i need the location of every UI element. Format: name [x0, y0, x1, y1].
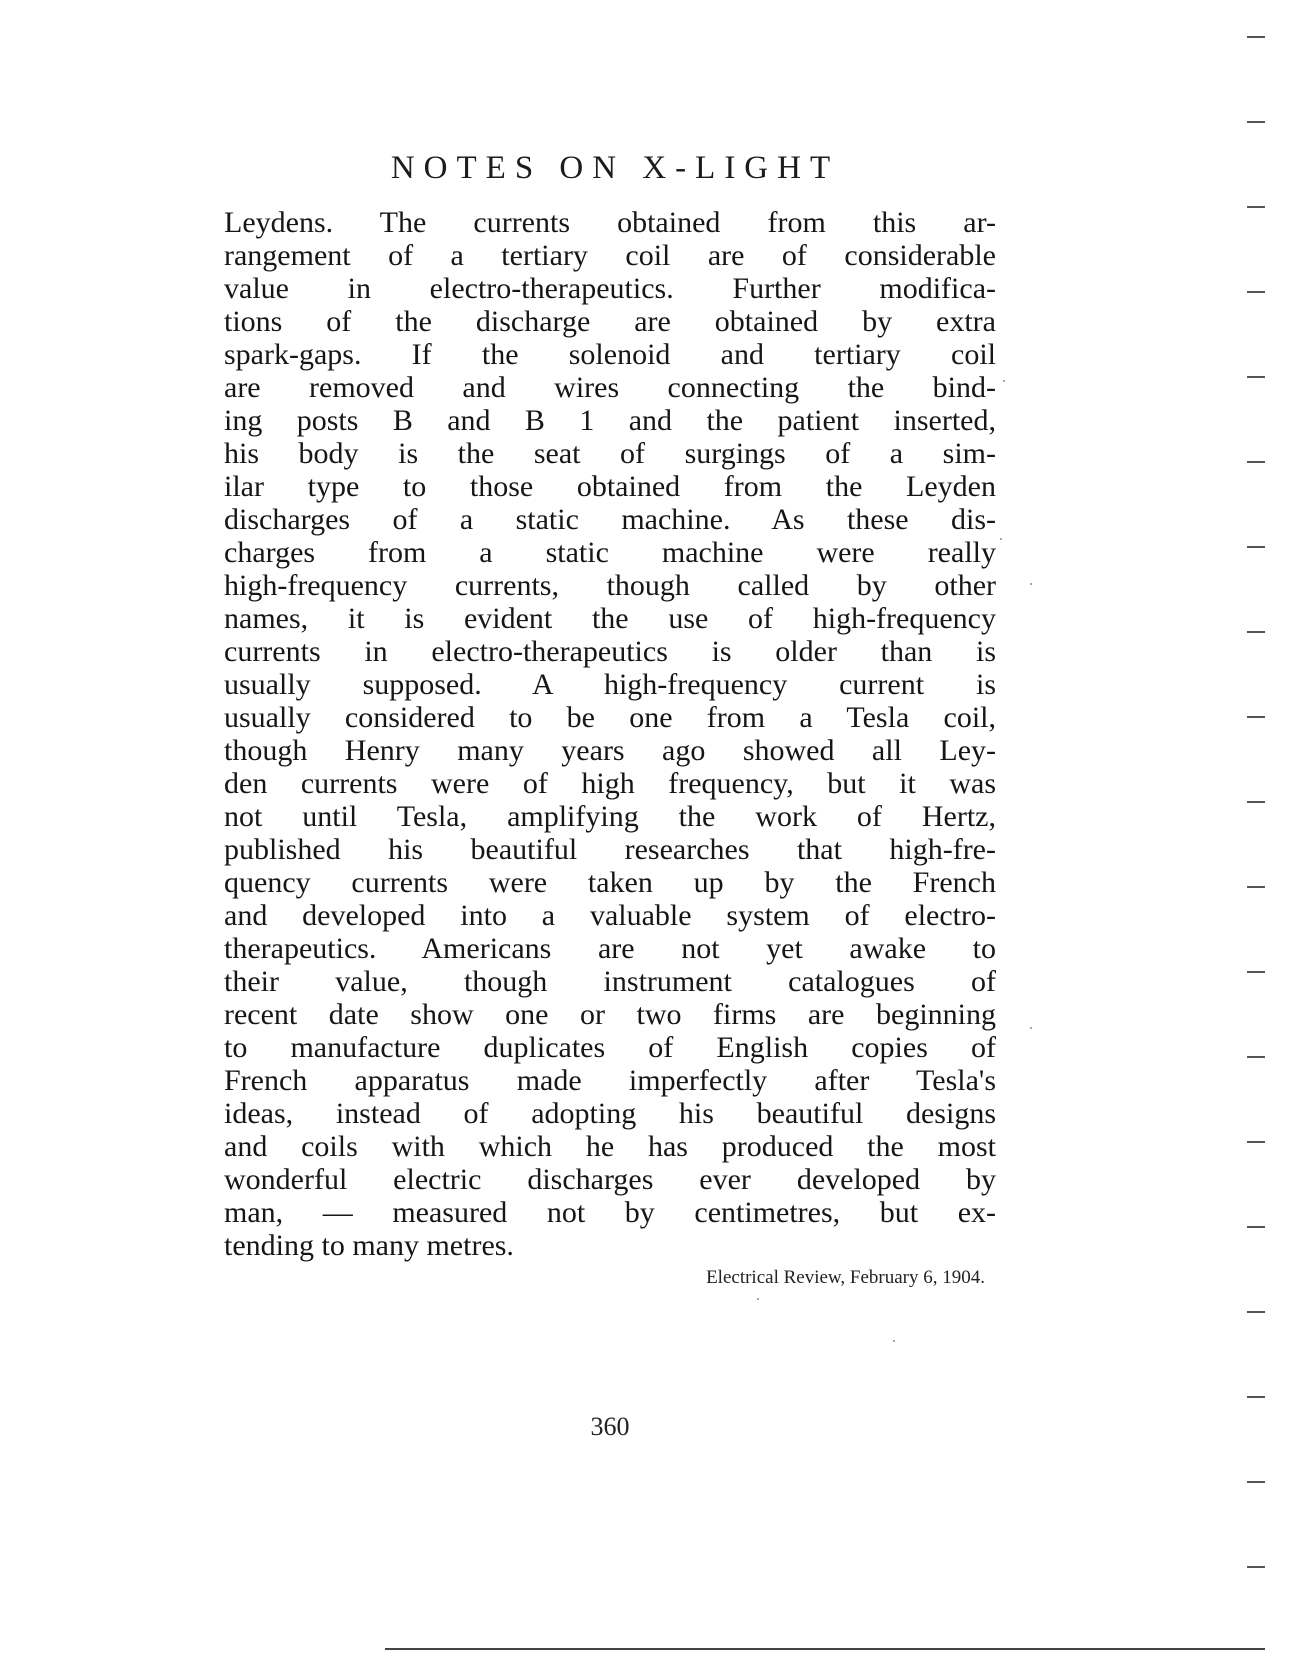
margin-tick	[1247, 1481, 1265, 1483]
body-line: charges from a static machine were really	[224, 536, 996, 569]
margin-tick	[1247, 1141, 1265, 1143]
body-line: Leydens. The currents obtained from this ar-	[224, 206, 996, 239]
body-line: tions of the discharge are obtained by extra	[224, 305, 996, 338]
margin-tick	[1247, 36, 1265, 38]
body-line: quency currents were taken up by the French	[224, 866, 996, 899]
margin-tick	[1247, 1226, 1265, 1228]
body-line: ideas, instead of adopting his beautiful designs	[224, 1097, 996, 1130]
margin-tick	[1247, 886, 1265, 888]
body-line: to manufacture duplicates of English copies of	[224, 1031, 996, 1064]
body-line: his body is the seat of surgings of a sim-	[224, 437, 996, 470]
body-line: usually supposed. A high-frequency current is	[224, 668, 996, 701]
scan-speck	[1000, 538, 1002, 540]
body-line: though Henry many years ago showed all Ley-	[224, 734, 996, 767]
scan-speck	[757, 1298, 759, 1300]
body-line: rangement of a tertiary coil are of considerable	[224, 239, 996, 272]
body-line: and coils with which he has produced the most	[224, 1130, 996, 1163]
margin-tick	[1247, 1396, 1265, 1398]
margin-tick	[1247, 121, 1265, 123]
body-line: and developed into a valuable system of electro-	[224, 899, 996, 932]
body-line: wonderful electric discharges ever developed by	[224, 1163, 996, 1196]
margin-tick	[1247, 631, 1265, 633]
margin-tick	[1247, 1566, 1265, 1568]
body-line: French apparatus made imperfectly after Tesla's	[224, 1064, 996, 1097]
margin-tick	[1247, 971, 1265, 973]
citation: Electrical Review, February 6, 1904.	[706, 1267, 985, 1288]
body-line: not until Tesla, amplifying the work of Hertz,	[224, 800, 996, 833]
body-line: currents in electro-therapeutics is older than is	[224, 635, 996, 668]
body-line: ing posts B and B 1 and the patient inserted,	[224, 404, 996, 437]
margin-tick	[1247, 376, 1265, 378]
body-line: are removed and wires connecting the bind-	[224, 371, 996, 404]
body-line: usually considered to be one from a Tesla coil,	[224, 701, 996, 734]
page-number: 360	[590, 1412, 630, 1441]
body-line: man, — measured not by centimetres, but ex-	[224, 1196, 996, 1229]
margin-tick	[1247, 1056, 1265, 1058]
body-line: den currents were of high frequency, but it was	[224, 767, 996, 800]
margin-tick	[1247, 291, 1265, 293]
body-line: recent date show one or two firms are beginning	[224, 998, 996, 1031]
margin-tick	[1247, 461, 1265, 463]
margin-tick	[1247, 716, 1265, 718]
scan-speck	[1030, 1027, 1032, 1029]
bottom-rule	[385, 1648, 1265, 1650]
body-line: their value, though instrument catalogues of	[224, 965, 996, 998]
body-line: published his beautiful researches that high-fre-	[224, 833, 996, 866]
body-line: tending to many metres.	[224, 1229, 514, 1262]
margin-tick	[1247, 801, 1265, 803]
scan-speck	[893, 1340, 895, 1342]
body-line: ilar type to those obtained from the Leyden	[224, 470, 996, 503]
body-text	[224, 206, 996, 1262]
body-line: therapeutics. Americans are not yet awake to	[224, 932, 996, 965]
margin-tick-marks	[1247, 0, 1267, 1659]
body-line: high-frequency currents, though called by other	[224, 569, 996, 602]
margin-tick	[1247, 206, 1265, 208]
margin-tick	[1247, 546, 1265, 548]
body-line: value in electro-therapeutics. Further modifica-	[224, 272, 996, 305]
margin-tick	[1247, 1311, 1265, 1313]
body-line: spark-gaps. If the solenoid and tertiary coil	[224, 338, 996, 371]
body-line: names, it is evident the use of high-frequency	[224, 602, 996, 635]
running-head: NOTES ON X-LIGHT	[390, 150, 840, 186]
scan-speck	[1003, 380, 1005, 382]
body-line: discharges of a static machine. As these dis-	[224, 503, 996, 536]
scan-speck	[1030, 583, 1032, 585]
